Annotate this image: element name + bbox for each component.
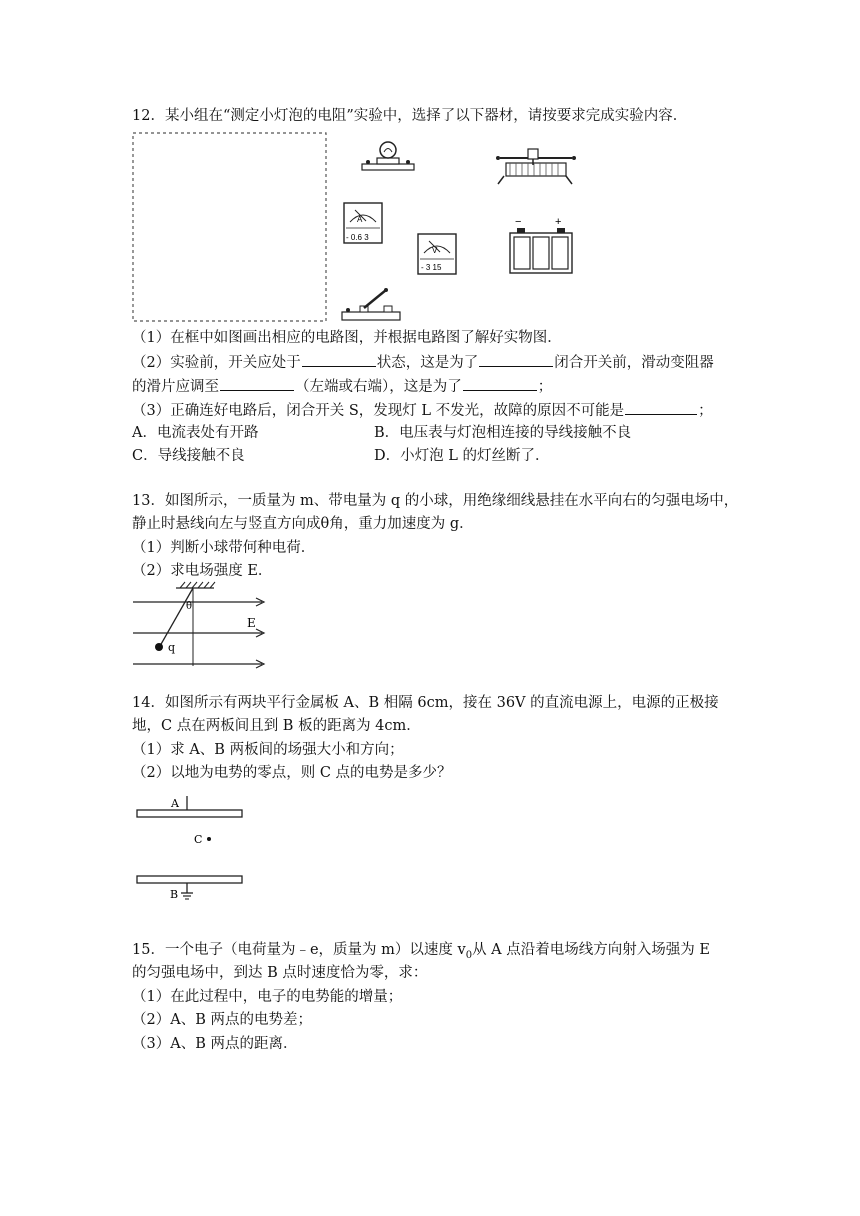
q14-line1: 14．如图所示有两块平行金属板 A、B 相隔 6cm，接在 36V 的直流电源上，电源的正极接 xyxy=(132,695,719,711)
voltmeter-label: V xyxy=(432,246,438,255)
q15-step2: （2）A、B 两点的电势差； xyxy=(132,1012,312,1028)
point-c-dot xyxy=(207,837,211,841)
q13-line2: 静止时悬线向左与竖直方向成θ角，重力加速度为 g． xyxy=(132,516,474,532)
q15-line1 xyxy=(132,940,710,966)
voltmeter-scale: - 3 15 xyxy=(421,263,442,272)
q14-step1: （1）求 A、B 两板间的场强大小和方向； xyxy=(132,742,404,758)
ammeter-label: A xyxy=(357,215,363,224)
plate-b-label: B xyxy=(170,888,179,901)
q12-step3-text-b: ； xyxy=(698,403,713,419)
q12-option-b: B．电压表与灯泡相连接的导线接触不良 xyxy=(374,425,632,441)
q13-step1: （1）判断小球带何种电荷． xyxy=(132,540,316,556)
q12-step3-text-a: （3）正确连好电路后，闭合开关 S，发现灯 L 不发光，故障的原因不可能是 xyxy=(132,403,625,419)
plate-a-label: A xyxy=(171,797,179,810)
q12-step2-text-a: （2）实验前，开关应处于 xyxy=(132,355,301,371)
ammeter-scale: - 0.6 3 xyxy=(346,233,369,242)
q13-line1: 13．如图所示，一质量为 m、带电量为 q 的小球，用绝缘细线悬挂在水平向右的匀强电场中， xyxy=(132,493,739,509)
ground-icon xyxy=(181,893,193,899)
battery-plus-label: + xyxy=(555,216,562,228)
q15-line2: 的匀强电场中，到达 B 点时速度恰为零，求： xyxy=(132,965,428,981)
q12-step2-text-d: 的滑片应调至 xyxy=(132,379,219,395)
q15-text-a: 15．一个电子（电荷量为﹣e，质量为 m）以速度 v xyxy=(132,942,466,958)
q15-text-b: 从 A 点沿着电场线方向射入场强为 E xyxy=(472,942,710,958)
plate-a xyxy=(137,810,242,817)
battery-minus-label: − xyxy=(515,216,522,228)
point-c-label: C xyxy=(194,833,203,846)
q12-step2-text-c: 闭合开关前，滑动变阻器 xyxy=(554,355,714,371)
q14-line2: 地，C 点在两板间且到 B 板的距离为 4cm． xyxy=(132,718,421,734)
plate-b xyxy=(137,876,242,883)
q12-option-a: A．电流表处有开路 xyxy=(132,425,259,441)
q12-option-c: C．导线接触不良 xyxy=(132,448,245,464)
q12-step2-text-b: 状态，这是为了 xyxy=(376,355,479,371)
q15-step1: （1）在此过程中，电子的电势能的增量； xyxy=(132,989,403,1005)
q12-option-d: D．小灯泡 L 的灯丝断了． xyxy=(374,448,550,464)
q13-theta-label: θ xyxy=(186,601,193,612)
q15-velocity-subscript: 0 xyxy=(465,949,473,961)
q13-charge-label: q xyxy=(168,641,176,654)
q15-step3: （3）A、B 两点的距离． xyxy=(132,1036,298,1052)
q12-title: 12．某小组在“测定小灯泡的电阻”实验中，选择了以下器材，请按要求完成实验内容． xyxy=(132,108,688,124)
q14-step2: （2）以地为电势的零点，则 C 点的电势是多少？ xyxy=(132,765,452,781)
q12-step2-text-e: （左端或右端），这是为了 xyxy=(295,379,462,395)
q13-field-label: E xyxy=(247,616,256,630)
q12-step1: （1）在框中如图画出相应的电路图，并根据电路图了解好实物图． xyxy=(132,330,562,346)
q12-step2-text-f: ； xyxy=(537,379,553,395)
q13-step2: （2）求电场强度 E． xyxy=(132,563,273,579)
